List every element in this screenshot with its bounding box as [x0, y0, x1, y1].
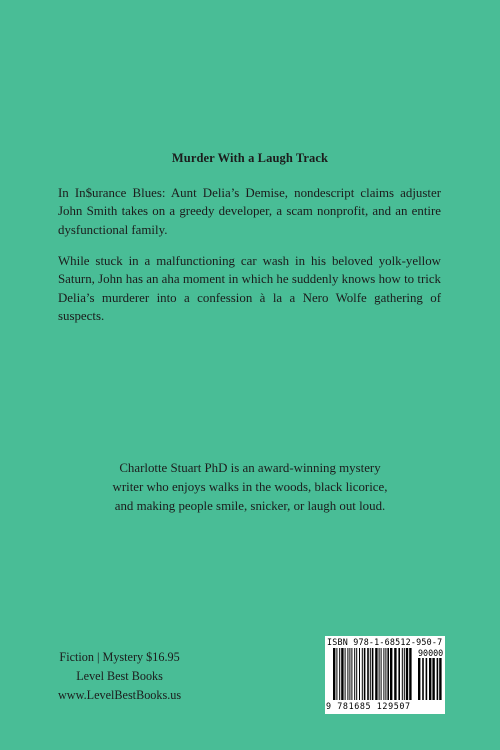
barcode-bar	[394, 648, 396, 700]
barcode-bar	[349, 648, 350, 700]
bio-line: Charlotte Stuart PhD is an award-winning mystery	[119, 461, 381, 475]
genre-price: Fiction | Mystery $16.95	[59, 650, 180, 664]
barcode-bar	[345, 648, 346, 700]
barcode-bar	[385, 648, 386, 700]
barcode-bar	[356, 648, 357, 700]
barcode-bar	[404, 648, 405, 700]
barcode-bar	[409, 648, 411, 700]
ean-digits: 9 781685 129507	[326, 701, 411, 711]
barcode-bar	[390, 648, 392, 700]
barcode-bar	[432, 658, 434, 700]
barcode-bar	[362, 648, 363, 700]
bio-line: and making people smile, snicker, or laugh out loud.	[114, 499, 386, 513]
barcode-bar	[375, 648, 377, 700]
barcode-bar	[354, 648, 355, 700]
headline: Murder With a Laugh Track	[171, 151, 329, 165]
barcode-bar	[422, 658, 424, 700]
barcode-bar	[426, 658, 428, 700]
barcode-bar	[398, 648, 400, 700]
synopsis-paragraph-1: In In$urance Blues: Aunt Delia’s Demise, nondescript claims adjuster John Smith takes on a greedy developer, a scam nonprofit, and an entire dysfunctional family.	[58, 186, 441, 237]
publisher-website: www.LevelBestBooks.us	[58, 688, 182, 702]
barcode-bar	[381, 648, 382, 700]
barcode-bar	[406, 648, 408, 700]
synopsis-paragraph-2: While stuck in a malfunctioning car wash in his beloved yolk-yellow Saturn, John has an aha moment in which he suddenly knows how to trick Delia’s murderer into a confession à la a Nero Wolfe gathering of suspects.	[58, 254, 441, 324]
barcode-bar	[387, 648, 389, 700]
price-code: 90000	[418, 648, 444, 658]
barcode-bar	[383, 648, 384, 700]
barcode-bar	[367, 648, 369, 700]
barcode-bar	[370, 648, 371, 700]
barcode-bar	[402, 648, 403, 700]
publisher-name: Level Best Books	[76, 669, 163, 683]
barcode-bar	[429, 658, 431, 700]
barcode-bar	[379, 648, 380, 700]
barcode-bar	[364, 648, 366, 700]
bio-line: writer who enjoys walks in the woods, black licorice,	[112, 480, 388, 494]
barcode-bar	[437, 658, 439, 700]
publisher-footer	[58, 648, 181, 705]
barcode-bar	[359, 648, 360, 700]
isbn-label: ISBN 978-1-68512-950-7	[327, 637, 443, 647]
barcode-bar	[351, 648, 352, 700]
barcode-bar	[372, 648, 374, 700]
barcode-bar	[347, 648, 348, 700]
isbn-barcode	[325, 636, 445, 714]
barcode-bar	[339, 648, 340, 700]
barcode-bar	[418, 658, 420, 700]
barcode-bar	[333, 648, 335, 700]
barcode-bar	[336, 648, 337, 700]
author-bio	[0, 459, 500, 516]
barcode-bar	[341, 648, 343, 700]
barcode-bar	[439, 658, 441, 700]
